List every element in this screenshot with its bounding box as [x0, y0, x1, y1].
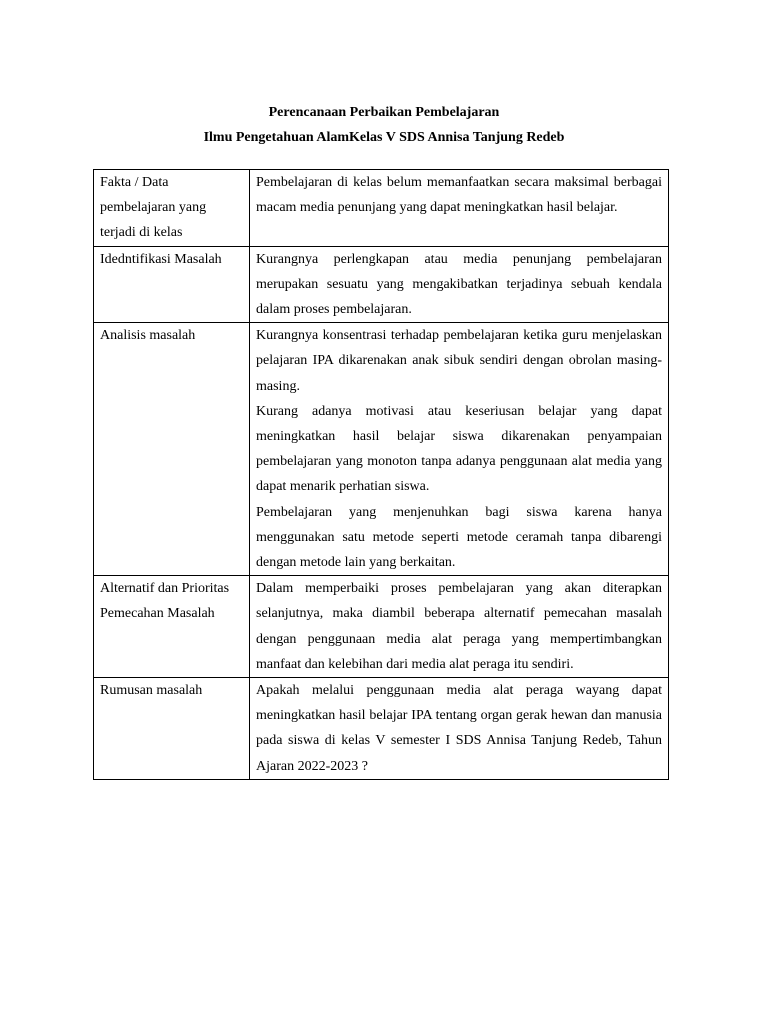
- row-content-identifikasi-masalah: [250, 246, 669, 323]
- row-content-fakta-data: [250, 170, 669, 247]
- row-content-alternatif-prioritas: [250, 576, 669, 678]
- table-row: [94, 246, 669, 323]
- content-paragraph: Kurangnya konsentrasi terhadap pembelajaran ketika guru menjelaskan pelajaran IPA dikarenakan anak sibuk sendiri dengan obrolan masing-masing.: [256, 328, 662, 394]
- table-row: [94, 170, 669, 247]
- table-row: [94, 678, 669, 780]
- improvement-plan-table: [93, 169, 669, 780]
- row-content-analisis-masalah: [250, 323, 669, 576]
- content-paragraph: Kurangnya perlengkapan atau media penunjang pembelajaran merupakan sesuatu yang mengakibatkan terjadinya sebuah kendala dalam proses pembelajaran.: [256, 251, 662, 318]
- row-label-rumusan-masalah: Rumusan masalah: [94, 678, 250, 780]
- row-label-identifikasi-masalah: Idedntifikasi Masalah: [94, 246, 250, 323]
- content-paragraph: Pembelajaran di kelas belum memanfaatkan secara maksimal berbagai macam media penunjang yang dapat meningkatkan hasil belajar.: [256, 175, 662, 216]
- row-content-rumusan-masalah: [250, 678, 669, 780]
- table-row: [94, 576, 669, 678]
- table-row: [94, 323, 669, 576]
- content-paragraph: Apakah melalui penggunaan media alat peraga wayang dapat meningkatkan hasil belajar IPA tentang organ gerak hewan dan manusia pada siswa di kelas V semester I SDS Annisa Tanjung Redeb, Tahun Ajaran 2022-2023 ?: [256, 683, 662, 774]
- row-label-analisis-masalah: Analisis masalah: [94, 323, 250, 576]
- document-subtitle: Ilmu Pengetahuan AlamKelas V SDS Annisa Tanjung Redeb: [203, 130, 565, 145]
- content-paragraph: Pembelajaran yang menjenuhkan bagi siswa karena hanya menggunakan satu metode seperti metode ceramah tanpa dibarengi dengan metode lain yang berkaitan.: [256, 504, 662, 571]
- content-paragraph: Dalam memperbaiki proses pembelajaran yang akan diterapkan selanjutnya, maka diambil beberapa alternatif pemecahan masalah dengan penggunaan media alat peraga yang mempertimbangkan manfaat dan kelebihan dari media alat peraga itu sendiri.: [256, 581, 662, 672]
- document-title: Perencanaan Perbaikan Pembelajaran: [268, 105, 500, 120]
- row-label-alternatif-prioritas: Alternatif dan Prioritas Pemecahan Masalah: [94, 576, 250, 678]
- content-paragraph: Kurang adanya motivasi atau keseriusan belajar yang dapat meningkatkan hasil belajar siswa dikarenakan penyampaian pembelajaran yang monoton tanpa adanya penggunaan alat media yang dapat menarik perhatian siswa.: [256, 403, 662, 495]
- row-label-fakta-data: Fakta / Data pembelajaran yang terjadi di kelas: [94, 170, 250, 247]
